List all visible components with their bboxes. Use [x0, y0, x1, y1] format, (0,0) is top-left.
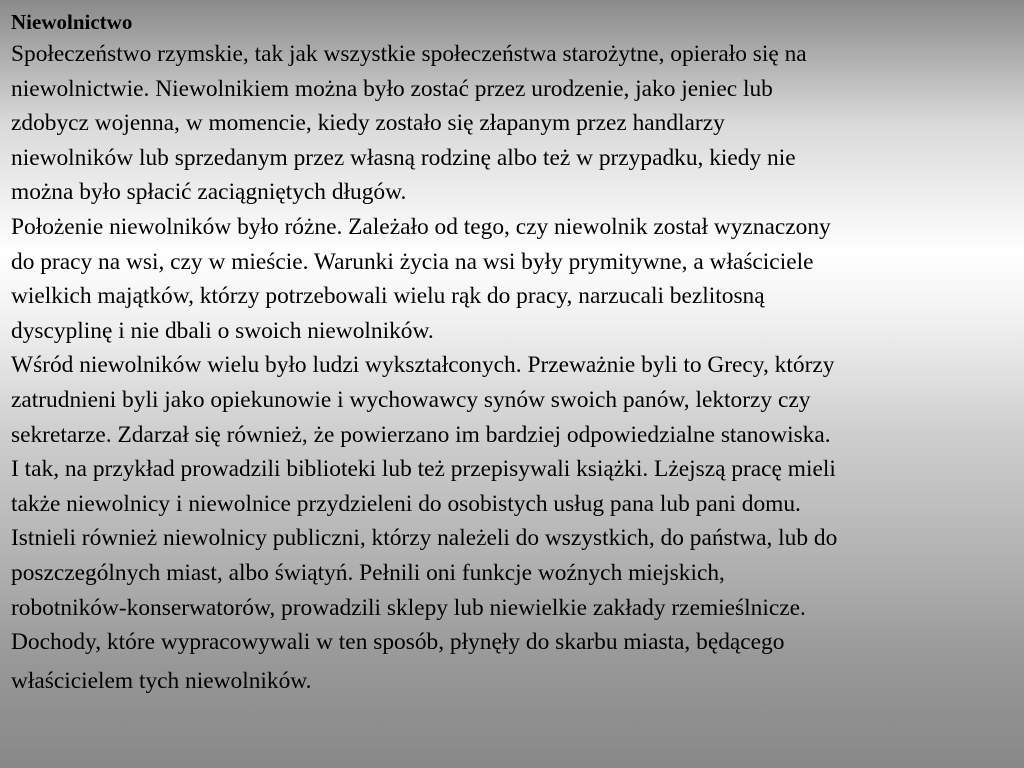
text-line: niewolników lub sprzedanym przez własną rodzinę albo też w przypadku, kiedy nie [11, 144, 796, 171]
text-line: Istnieli również niewolnicy publiczni, którzy należeli do wszystkich, do państwa, lub do [11, 525, 838, 552]
text-line: wielkich majątków, którzy potrzebowali wielu rąk do pracy, narzucali bezlitosną [11, 283, 765, 310]
text-line: I tak, na przykład prowadzili biblioteki lub też przepisywali książki. Lżejszą pracę mieli [11, 456, 836, 483]
slide-title: Niewolnictwo [11, 10, 133, 34]
text-line: właścicielem tych niewolników. [11, 667, 312, 694]
text-line: Położenie niewolników było różne. Zależało od tego, czy niewolnik został wyznaczony [11, 213, 831, 240]
text-line: Wśród niewolników wielu było ludzi wykształconych. Przeważnie byli to Grecy, którzy [11, 352, 835, 379]
text-line: do pracy na wsi, czy w mieście. Warunki życia na wsi były prymitywne, a właściciele [11, 248, 814, 275]
text-line: Dochody, które wypracowywali w ten sposób, płynęły do skarbu miasta, będącego [11, 629, 785, 656]
text-line: zdobycz wojenna, w momencie, kiedy zostało się złapanym przez handlarzy [11, 110, 725, 137]
text-line: zatrudnieni byli jako opiekunowie i wychowawcy synów swoich panów, lektorzy czy [11, 386, 811, 413]
text-line: dyscyplinę i nie dbali o swoich niewolników. [11, 317, 434, 344]
text-line: poszczególnych miast, albo świątyń. Pełnili oni funkcje woźnych miejskich, [11, 559, 725, 586]
text-line: można było spłacić zaciągniętych długów. [11, 179, 407, 206]
slide-body [11, 37, 1017, 698]
text-line: także niewolnicy i niewolnice przydzieleni do osobistych usług pana lub pani domu. [11, 490, 801, 517]
text-line: sekretarze. Zdarzał się również, że powierzano im bardziej odpowiedzialne stanowiska. [11, 421, 831, 448]
slide-content [11, 8, 1017, 760]
text-line: robotników-konserwatorów, prowadzili sklepy lub niewielkie zakłady rzemieślnicze. [11, 594, 806, 621]
text-line: Społeczeństwo rzymskie, tak jak wszystkie społeczeństwa starożytne, opierało się na [11, 41, 807, 67]
text-line: niewolnictwie. Niewolnikiem można było zostać przez urodzenie, jako jeniec lub [11, 75, 773, 102]
